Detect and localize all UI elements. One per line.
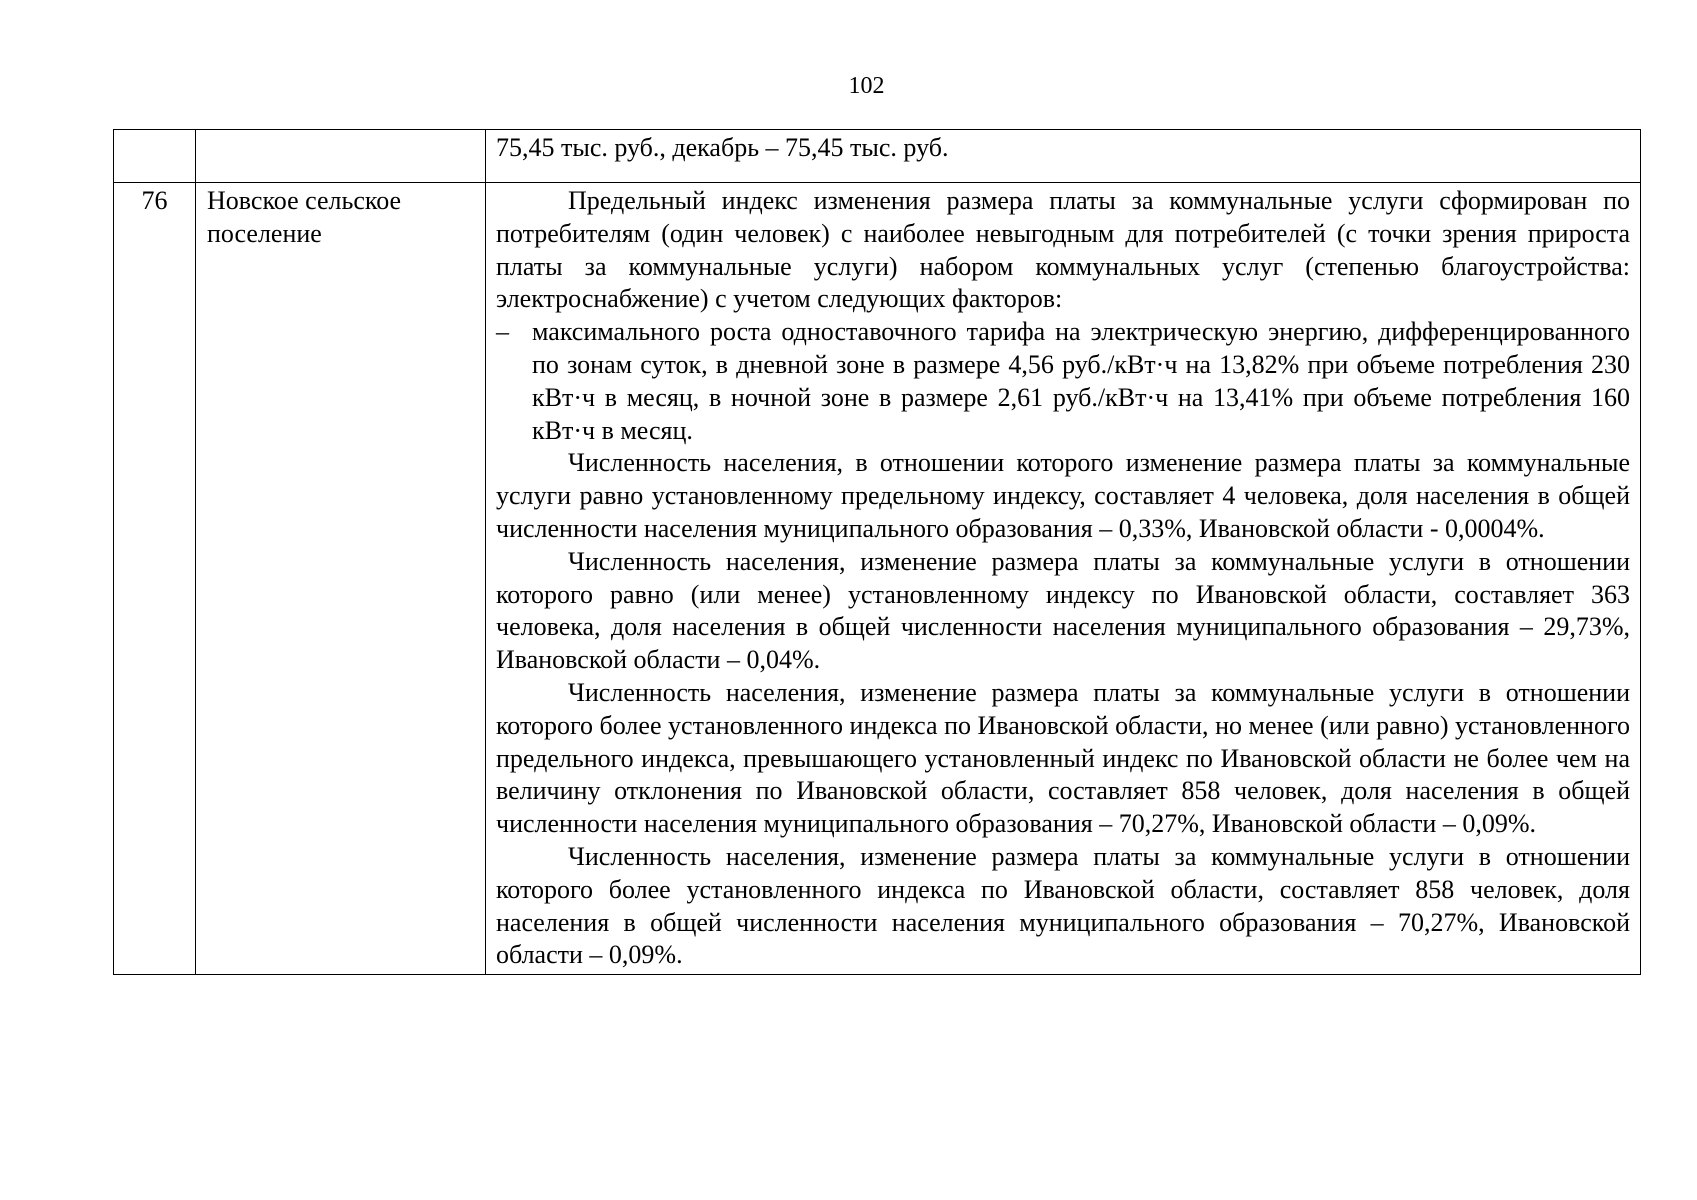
population-paragraph: Численность населения, изменение размера платы за коммунальные услуги в отношении которого более установленного индекса по Ивановской области, но менее (или равно) установленного предельного индекса, превышающего установленный индекс по Ивановской области не более чем на величину отклонения по Ивановской области, составляет 858 человек, доля населения в общей численности населения муниципального образования – 70,27%, Ивановской области – 0,09%. xyxy=(496,677,1630,839)
page-number: 102 xyxy=(848,73,885,99)
bullet-dash: – xyxy=(496,317,509,347)
intro-paragraph: Предельный индекс изменения размера платы за коммунальные услуги сформирован по потребителям (один человек) с наиболее невыгодным для потребителей (с точки зрения прироста платы за коммунальные услуги) набором коммунальных услуг (степенью благоустройства: электроснабжение) с учетом следующих факторов: xyxy=(496,186,1630,314)
population-paragraph: Численность населения, в отношении которого изменение размера платы за коммунальные услуги равно установленному предельному индексу, составляет 4 человека, доля населения в общей численности населения муниципального образования – 0,33%, Ивановской области - 0,0004%. xyxy=(496,448,1630,543)
municipality-name-cell: Новское сельское поселение xyxy=(196,183,486,975)
table-row-continuation xyxy=(114,130,1641,183)
bullet-item xyxy=(496,316,1630,447)
bullet-text: максимального роста одноставочного тарифа на электрическую энергию, дифференцированного по зонам суток, в дневной зоне в размере 4,56 руб./кВт·ч на 13,82% при объеме потребления 230 кВт·ч в месяц, в ночной зоне в размере 2,61 руб./кВт·ч на 13,41% при объеме потребления 160 кВт·ч в месяц. xyxy=(532,317,1630,445)
description-cell xyxy=(486,183,1641,975)
population-paragraph: Численность населения, изменение размера платы за коммунальные услуги в отношении которого равно (или менее) установленному индексу по Ивановской области, составляет 363 человека, доля населения в общей численности населения муниципального образования – 29,73%, Ивановской области – 0,04%. xyxy=(496,546,1630,675)
continuation-text: 75,45 тыс. руб., декабрь – 75,45 тыс. руб. xyxy=(496,133,949,162)
population-paragraph: Численность населения, изменение размера платы за коммунальные услуги в отношении которого более установленного индекса по Ивановской области, составляет 858 человек, доля населения в общей численности населения муниципального образования – 70,27%, Ивановской области – 0,09%. xyxy=(496,841,1630,970)
table-row xyxy=(114,183,1641,975)
row-number-cell xyxy=(114,130,196,183)
municipality-name-cell xyxy=(196,130,486,183)
row-number-cell: 76 xyxy=(114,183,196,975)
description-cell xyxy=(486,130,1641,183)
municipality-table xyxy=(113,129,1641,975)
